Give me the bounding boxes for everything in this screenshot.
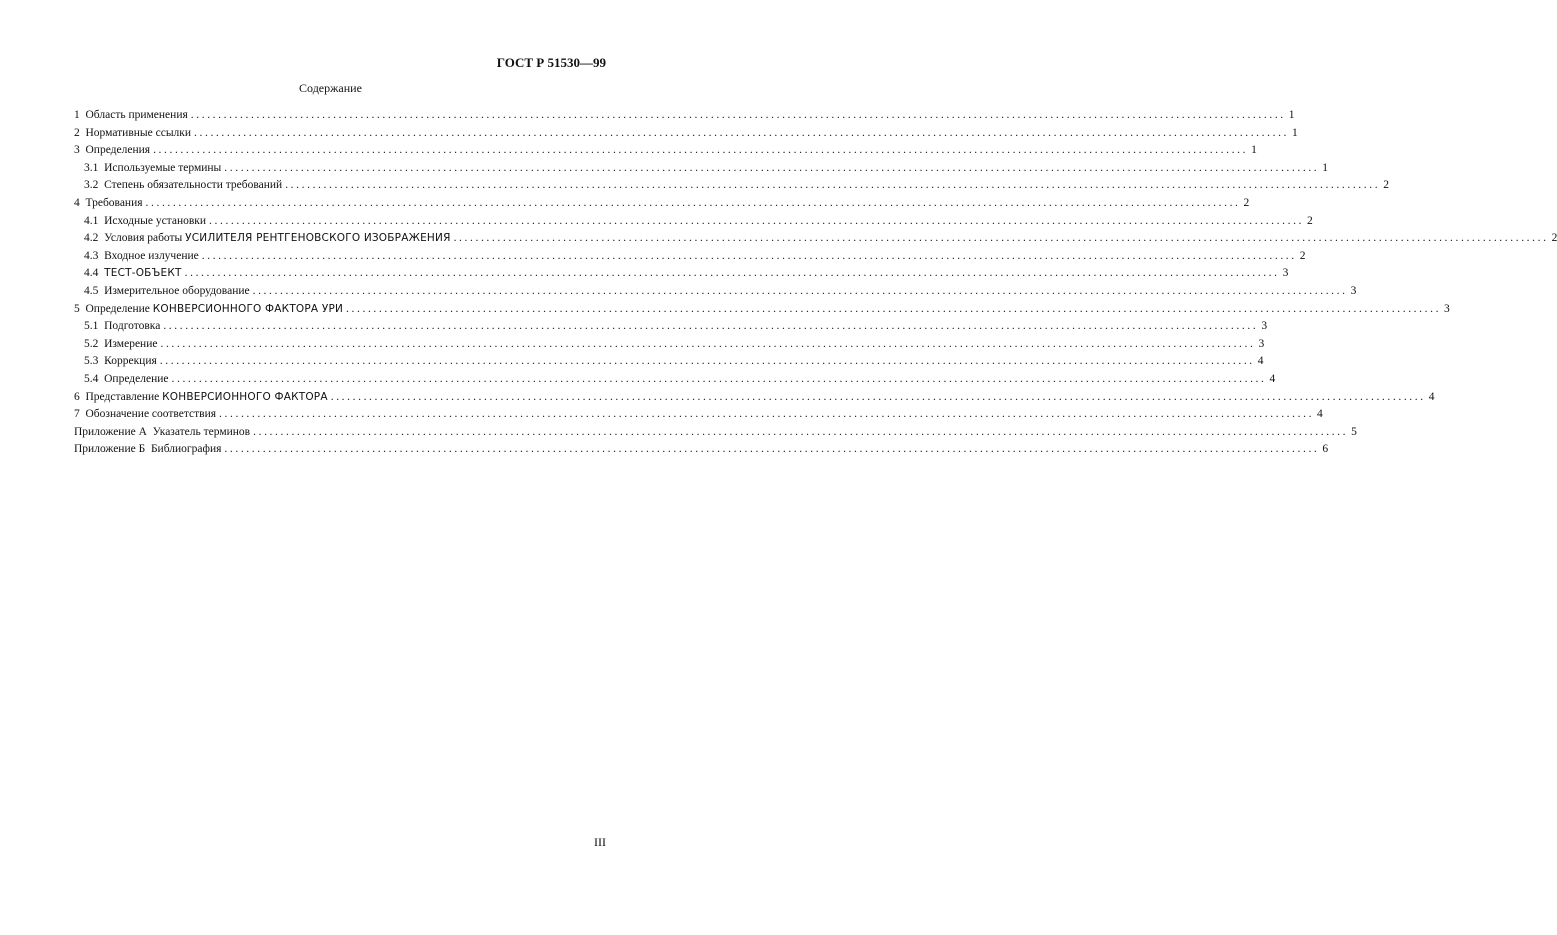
- toc-entry-label: Коррекция: [104, 355, 157, 368]
- toc-entry-page: 1: [1322, 161, 1329, 174]
- toc-entry-label: Библиография: [150, 443, 222, 456]
- toc-entry-page: 5: [1351, 425, 1357, 438]
- toc-entry-label: Обозначение соответствия: [85, 408, 217, 421]
- toc-title: Содержание: [299, 81, 362, 95]
- toc-leader-dots: ........................................................................................................................................................................................................: [224, 161, 1320, 174]
- toc-entry-number: 4.3: [84, 249, 99, 262]
- toc-entry-label: Представление: [85, 390, 163, 403]
- toc-entry-label: Указатель терминов: [152, 425, 251, 438]
- toc-entry-label: Входное излучение: [104, 249, 199, 262]
- toc-entry-page: 2: [1551, 232, 1557, 245]
- toc-entry-label: Определения: [85, 144, 151, 157]
- toc-leader-dots: ........................................................................................................................................................................................................: [453, 232, 1549, 245]
- toc-entry-label: Подготовка: [104, 320, 161, 333]
- toc-leader-dots: ........................................................................................................................................................................................................: [224, 443, 1320, 456]
- toc-entry-number: 4: [74, 196, 80, 209]
- toc-entry-label: Измерение: [104, 337, 158, 350]
- standard-number: ГОСТ Р 51530—99: [496, 55, 606, 70]
- toc-entry-number: 4.5: [84, 284, 99, 297]
- toc-entry-number: 3.1: [84, 161, 99, 174]
- toc-entry: [74, 318, 1268, 336]
- toc-leader-dots: ........................................................................................................................................................................................................: [160, 337, 1256, 350]
- toc-entry-page: 4: [1257, 355, 1264, 368]
- toc-entry-page: 4: [1428, 390, 1435, 403]
- toc-leader-dots: ........................................................................................................................................................................................................: [159, 355, 1255, 368]
- toc-entry-page: 3: [1258, 337, 1265, 350]
- toc-entry-page: 3: [1261, 320, 1268, 333]
- toc-leader-dots: ........................................................................................................................................................................................................: [163, 320, 1259, 333]
- toc-entry: [74, 424, 1357, 442]
- toc-entry-page: 1: [1288, 109, 1295, 121]
- toc-entry-number: 4.4: [84, 267, 99, 280]
- toc-entry: [74, 353, 1264, 371]
- toc-entry-number: 5: [74, 302, 80, 315]
- toc-entry-label: Требования: [85, 196, 143, 209]
- toc-leader-dots: ........................................................................................................................................................................................................: [285, 179, 1381, 192]
- toc-entry-page: 2: [1299, 249, 1306, 262]
- toc-entry-page: 4: [1269, 372, 1276, 385]
- toc-leader-dots: ........................................................................................................................................................................................................: [184, 267, 1280, 280]
- toc-entry: [74, 265, 1289, 283]
- toc-leader-dots: ........................................................................................................................................................................................................: [253, 425, 1349, 438]
- toc-entry-number: 5.1: [84, 320, 99, 333]
- toc-entry: [74, 230, 1557, 248]
- toc-entry: [74, 142, 1257, 160]
- toc-entry-number: 5.3: [84, 355, 99, 368]
- toc-entry-number: 7: [74, 408, 80, 421]
- page-number: III: [594, 835, 606, 849]
- toc-entry-number: 5.4: [84, 372, 99, 385]
- toc-entry-label: Определение: [85, 302, 153, 315]
- toc-entry-page: 3: [1444, 302, 1450, 315]
- toc-entry: [74, 125, 1298, 143]
- toc-entry: [74, 160, 1329, 178]
- toc-entry-page: 2: [1383, 179, 1389, 192]
- toc-leader-dots: ........................................................................................................................................................................................................: [194, 126, 1290, 139]
- toc-entry: [74, 371, 1276, 389]
- toc-entry-term: УСИЛИТЕЛЯ РЕНТГЕНОВСКОГО ИЗОБРАЖЕНИЯ: [185, 232, 451, 245]
- toc-leader-dots: ........................................................................................................................................................................................................: [209, 214, 1305, 227]
- toc-entry: [74, 336, 1265, 354]
- toc-entry-label: Степень обязательности требований: [104, 179, 283, 192]
- toc-entry: [74, 213, 1313, 231]
- toc-entry: [74, 195, 1250, 213]
- toc-entry: [74, 248, 1306, 266]
- toc-leader-dots: ........................................................................................................................................................................................................: [153, 144, 1249, 157]
- table-of-contents: [74, 107, 1557, 459]
- toc-entry-number: 3.2: [84, 179, 99, 192]
- toc-entry-label: Область применения: [85, 109, 188, 121]
- toc-entry-number: Приложение Б: [74, 443, 146, 456]
- toc-leader-dots: ........................................................................................................................................................................................................: [171, 372, 1267, 385]
- toc-entry-label: Определение: [104, 372, 169, 385]
- toc-entry-number: 3: [74, 144, 80, 157]
- toc-entry-page: 1: [1251, 144, 1257, 157]
- toc-entry-number: 2: [74, 126, 80, 139]
- toc-entry-number: 4.2: [84, 232, 99, 245]
- toc-leader-dots: ........................................................................................................................................................................................................: [252, 284, 1348, 297]
- toc-entry-page: 6: [1322, 443, 1329, 456]
- toc-entry: [74, 107, 1295, 125]
- toc-entry-label: Нормативные ссылки: [85, 126, 192, 139]
- toc-entry: [74, 177, 1389, 195]
- toc-entry-term: КОНВЕРСИОННОГО ФАКТОРА: [162, 390, 328, 403]
- toc-leader-dots: ........................................................................................................................................................................................................: [346, 302, 1442, 315]
- toc-entry: [74, 441, 1329, 459]
- toc-entry-page: 1: [1292, 126, 1298, 139]
- toc-entry-page: 3: [1350, 284, 1357, 297]
- toc-entry-page: 3: [1282, 267, 1289, 280]
- toc-entry-page: 2: [1307, 214, 1313, 227]
- toc-entry: [74, 389, 1435, 407]
- toc-entry-number: 4.1: [84, 214, 99, 227]
- toc-entry-label: Используемые термины: [104, 161, 222, 174]
- toc-entry: [74, 406, 1323, 424]
- toc-leader-dots: ........................................................................................................................................................................................................: [145, 196, 1241, 209]
- toc-entry-label: Исходные установки: [104, 214, 207, 227]
- toc-entry-page: 2: [1243, 196, 1250, 209]
- toc-entry: [74, 301, 1450, 319]
- toc-entry-label: Измерительное оборудование: [104, 284, 250, 297]
- toc-entry-number: Приложение А: [74, 425, 147, 438]
- toc-entry-page: 4: [1317, 408, 1323, 421]
- toc-entry: [74, 283, 1357, 301]
- toc-entry-label: Условия работы: [104, 232, 186, 245]
- toc-leader-dots: ........................................................................................................................................................................................................: [201, 249, 1297, 262]
- toc-entry-number: 5.2: [84, 337, 99, 350]
- toc-entry-term: КОНВЕРСИОННОГО ФАКТОРА УРИ: [152, 302, 344, 315]
- toc-entry-number: 1: [74, 109, 80, 121]
- toc-entry-term: ТЕСТ-ОБЪЕКТ: [104, 267, 182, 280]
- toc-leader-dots: ........................................................................................................................................................................................................: [190, 109, 1286, 121]
- toc-entry-number: 6: [74, 390, 80, 403]
- toc-leader-dots: ........................................................................................................................................................................................................: [219, 408, 1315, 421]
- toc-leader-dots: ........................................................................................................................................................................................................: [330, 390, 1426, 403]
